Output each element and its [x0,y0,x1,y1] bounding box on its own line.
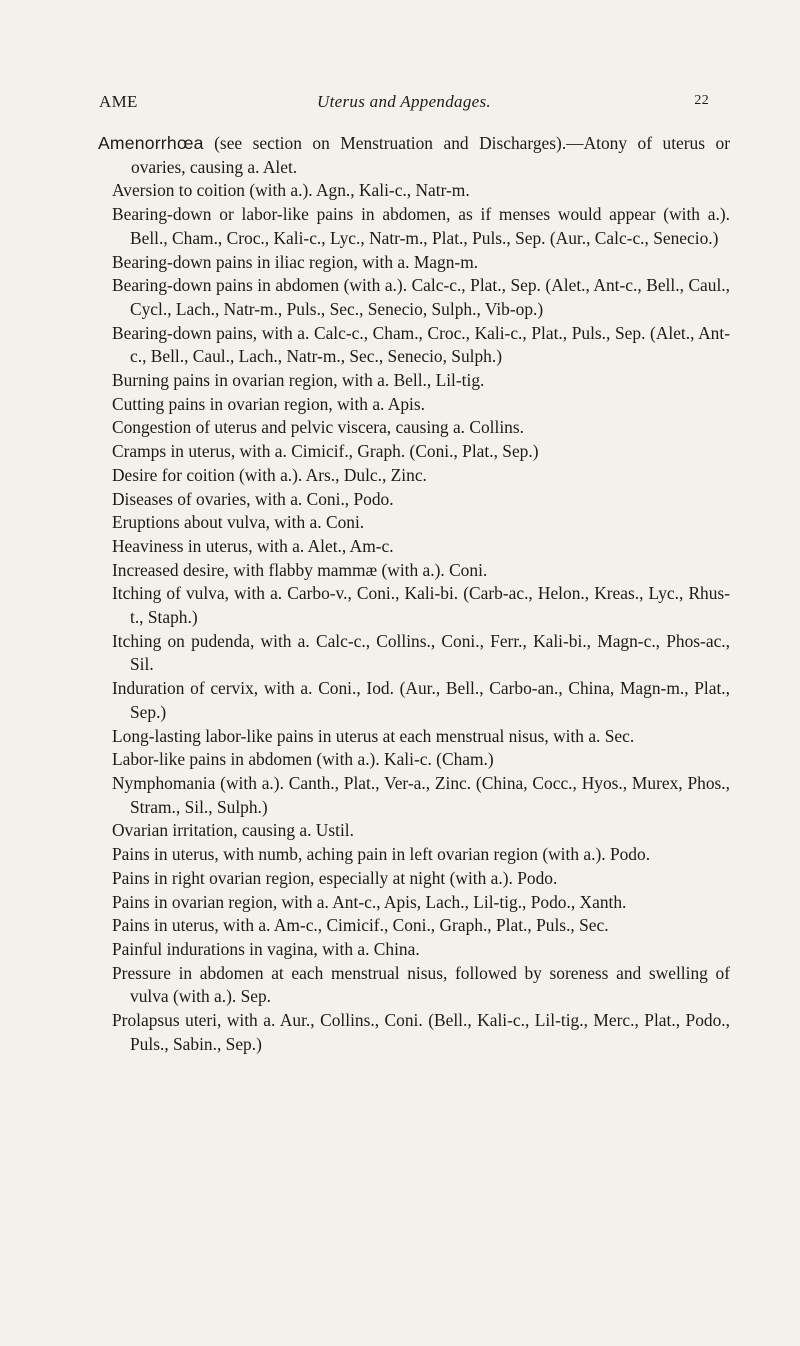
entry: Pressure in abdomen at each menstrual nisus, followed by soreness and swelling of vulva (with a.). Sep. [112,962,730,1007]
entry: Burning pains in ovarian region, with a. Bell., Lil-tig. [112,370,485,391]
entry: Induration of cervix, with a. Coni., Iod. (Aur., Bell., Carbo-an., China, Magn-m., Plat., Sep.) [112,678,730,722]
entry: Pains in ovarian region, with a. Ant-c., Apis, Lach., Lil-tig., Podo., Xanth. [112,891,627,912]
entry: Bearing-down pains, with a. Calc-c., Cham., Croc., Kali-c., Plat., Puls., Sep. (Alet., Ant-c., Bell., Caul., Lach., Natr-m., Sec., Senecio, Sulph.) [112,322,730,367]
section-keyword: AME [99,92,138,111]
entry: Pains in uterus, with a. Am-c., Cimicif., Coni., Graph., Plat., Puls., Sec. [112,915,609,936]
entry: Painful indurations in vagina, with a. China. [112,938,420,959]
entry: Ovarian irritation, causing a. Ustil. [112,820,354,841]
entry-heading [98,132,730,179]
entry: Desire for coition (with a.). Ars., Dulc., Zinc. [112,464,427,485]
entry: Cutting pains in ovarian region, with a. Apis. [112,393,425,414]
entry: Pains in right ovarian region, especially at night (with a.). Podo. [112,867,558,888]
running-head [99,92,709,116]
entry: Prolapsus uteri, with a. Aur., Collins., Coni. (Bell., Kali-c., Lil-tig., Merc., Plat., Podo., Puls., Sabin., Sep.) [112,1010,730,1054]
entry: Eruptions about vulva, with a. Coni. [112,512,365,533]
entry: Bearing-down pains in iliac region, with a. Magn-m. [112,251,479,272]
entry-text: (see section on Menstruation and Discharges).—Atony of uterus or ovaries, causing a. Alet. [131,133,730,177]
entry: Congestion of uterus and pelvic viscera, causing a. Collins. [112,417,524,438]
chapter-title: Uterus and Appendages. [317,92,491,111]
entry: Long-lasting labor-like pains in uterus at each menstrual nisus, with a. Sec. [112,725,635,746]
page-number: 22 [694,93,709,108]
entry: Heaviness in uterus, with a. Alet., Am-c. [112,535,394,556]
entry: Pains in uterus, with numb, aching pain in left ovarian region (with a.). Podo. [112,844,651,865]
entry: Increased desire, with flabby mammæ (with a.). Coni. [112,559,488,580]
entry: Bearing-down pains in abdomen (with a.). Calc-c., Plat., Sep. (Alet., Ant-c., Bell., Caul., Cycl., Lach., Natr-m., Puls., Sec., Senecio, Sulph., Vib-op.) [112,275,730,319]
entry: Itching of vulva, with a. Carbo-v., Coni., Kali-bi. (Carb-ac., Helon., Kreas., Lyc., Rhus-t., Staph.) [112,583,730,628]
entry: Cramps in uterus, with a. Cimicif., Graph. (Coni., Plat., Sep.) [112,441,539,462]
entry: Nymphomania (with a.). Canth., Plat., Ver-a., Zinc. (China, Cocc., Hyos., Murex, Phos., Stram., Sil., Sulph.) [112,772,730,817]
entry-keyword: Amenorrhœa [98,133,204,153]
entry: Aversion to coition (with a.). Agn., Kali-c., Natr-m. [112,180,470,201]
entry: Itching on pudenda, with a. Calc-c., Collins., Coni., Ferr., Kali-bi., Magn-c., Phos-ac., Sil. [112,630,730,675]
entry: Diseases of ovaries, with a. Coni., Podo. [112,488,394,509]
entry: Bearing-down or labor-like pains in abdomen, as if menses would appear (with a.). Bell., Cham., Croc., Kali-c., Lyc., Natr-m., Plat., Puls., Sep. (Aur., Calc-c., Senecio.) [112,204,730,248]
entry: Labor-like pains in abdomen (with a.). Kali-c. (Cham.) [112,749,494,770]
repertory-entries [98,132,730,1056]
